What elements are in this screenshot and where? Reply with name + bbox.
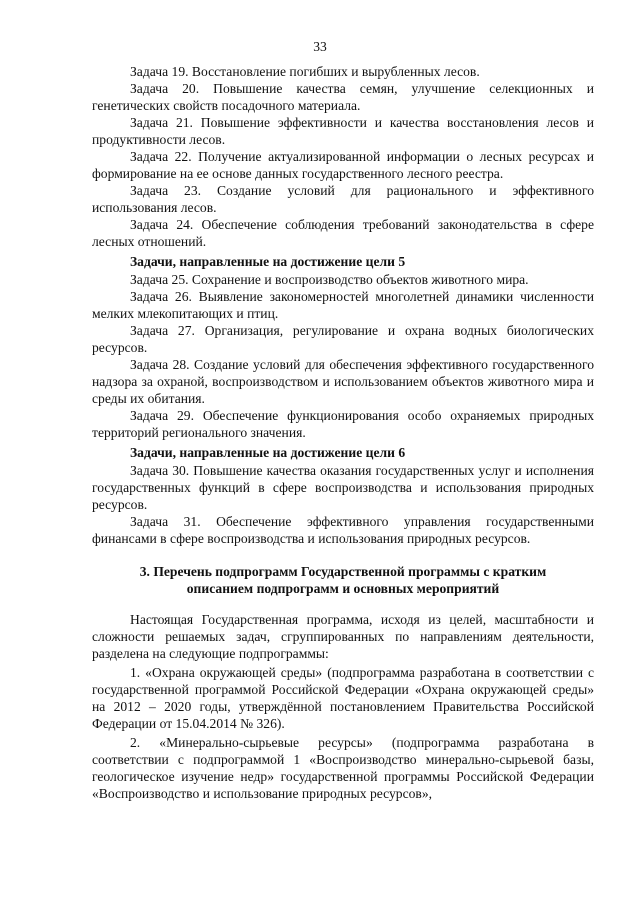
page-number: 33 (313, 39, 327, 54)
subprogram-1-paragraph: 1. «Охрана окружающей среды» (подпрограмма разработана в соответствии с государственной программой Российской Федерации «Охрана окружающей среды» на 2012 – 2020 годы, утверждённой постановлением Правительства Российской Федерации от 15.04.2014 № 326). (92, 665, 594, 731)
task-20: Задача 20. Повышение качества семян, улучшение селекционных и генетических свойств посадочного материала. (92, 81, 594, 113)
task-25: Задача 25. Сохранение и воспроизводство объектов животного мира. (130, 272, 529, 287)
section-title-line-1: 3. Перечень подпрограмм Государственной программы с кратким (139, 564, 547, 579)
task-23: Задача 23. Создание условий для рационального и эффективного использования лесов. (92, 183, 594, 215)
task-27: Задача 27. Организация, регулирование и охрана водных биологических ресурсов. (92, 323, 594, 355)
section-title-line-2: описанием подпрограмм и основных мероприятий (186, 581, 500, 596)
task-24: Задача 24. Обеспечение соблюдения требований законодательства в сфере лесных отношений. (92, 217, 594, 249)
intro-paragraph: Настоящая Государственная программа, исходя из целей, масштабности и сложности решаемых задач, сгруппированных по направлениям деятельности, разделена на следующие подпрограммы: (92, 612, 594, 661)
task-26: Задача 26. Выявление закономерностей многолетней динамики численности мелких млекопитающих и птиц. (92, 289, 594, 321)
task-30: Задача 30. Повышение качества оказания государственных услуг и исполнения государственных функций в сфере воспроизводства и использования природных ресурсов. (92, 463, 594, 512)
heading-goal-5: Задачи, направленные на достижение цели 5 (130, 254, 406, 269)
task-22: Задача 22. Получение актуализированной информации о лесных ресурсах и формирование на ее основе данных государственного лесного реестра. (92, 149, 594, 181)
task-28: Задача 28. Создание условий для обеспечения эффективного государственного надзора за охраной, воспроизводством и использованием объектов животного мира и среды их обитания. (92, 357, 594, 406)
task-19: Задача 19. Восстановление погибших и вырубленных лесов. (130, 64, 480, 79)
heading-goal-6: Задачи, направленные на достижение цели 6 (130, 445, 406, 460)
subprogram-2-paragraph: 2. «Минерально-сырьевые ресурсы» (подпрограмма разработана в соответствии с подпрограммой 1 «Воспроизводство минерально-сырьевой базы, геологическое изучение недр» государственной программы Российской Федерации «Воспроизводство и использование природных ресурсов», (92, 735, 594, 801)
task-29: Задача 29. Обеспечение функционирования особо охраняемых природных территорий регионального значения. (92, 408, 594, 440)
task-21: Задача 21. Повышение эффективности и качества восстановления лесов и продуктивности лесов. (92, 115, 594, 147)
task-31: Задача 31. Обеспечение эффективного управления государственными финансами в сфере воспроизводства и использования природных ресурсов. (92, 514, 594, 546)
text-column (92, 63, 594, 802)
section-title (92, 563, 594, 597)
